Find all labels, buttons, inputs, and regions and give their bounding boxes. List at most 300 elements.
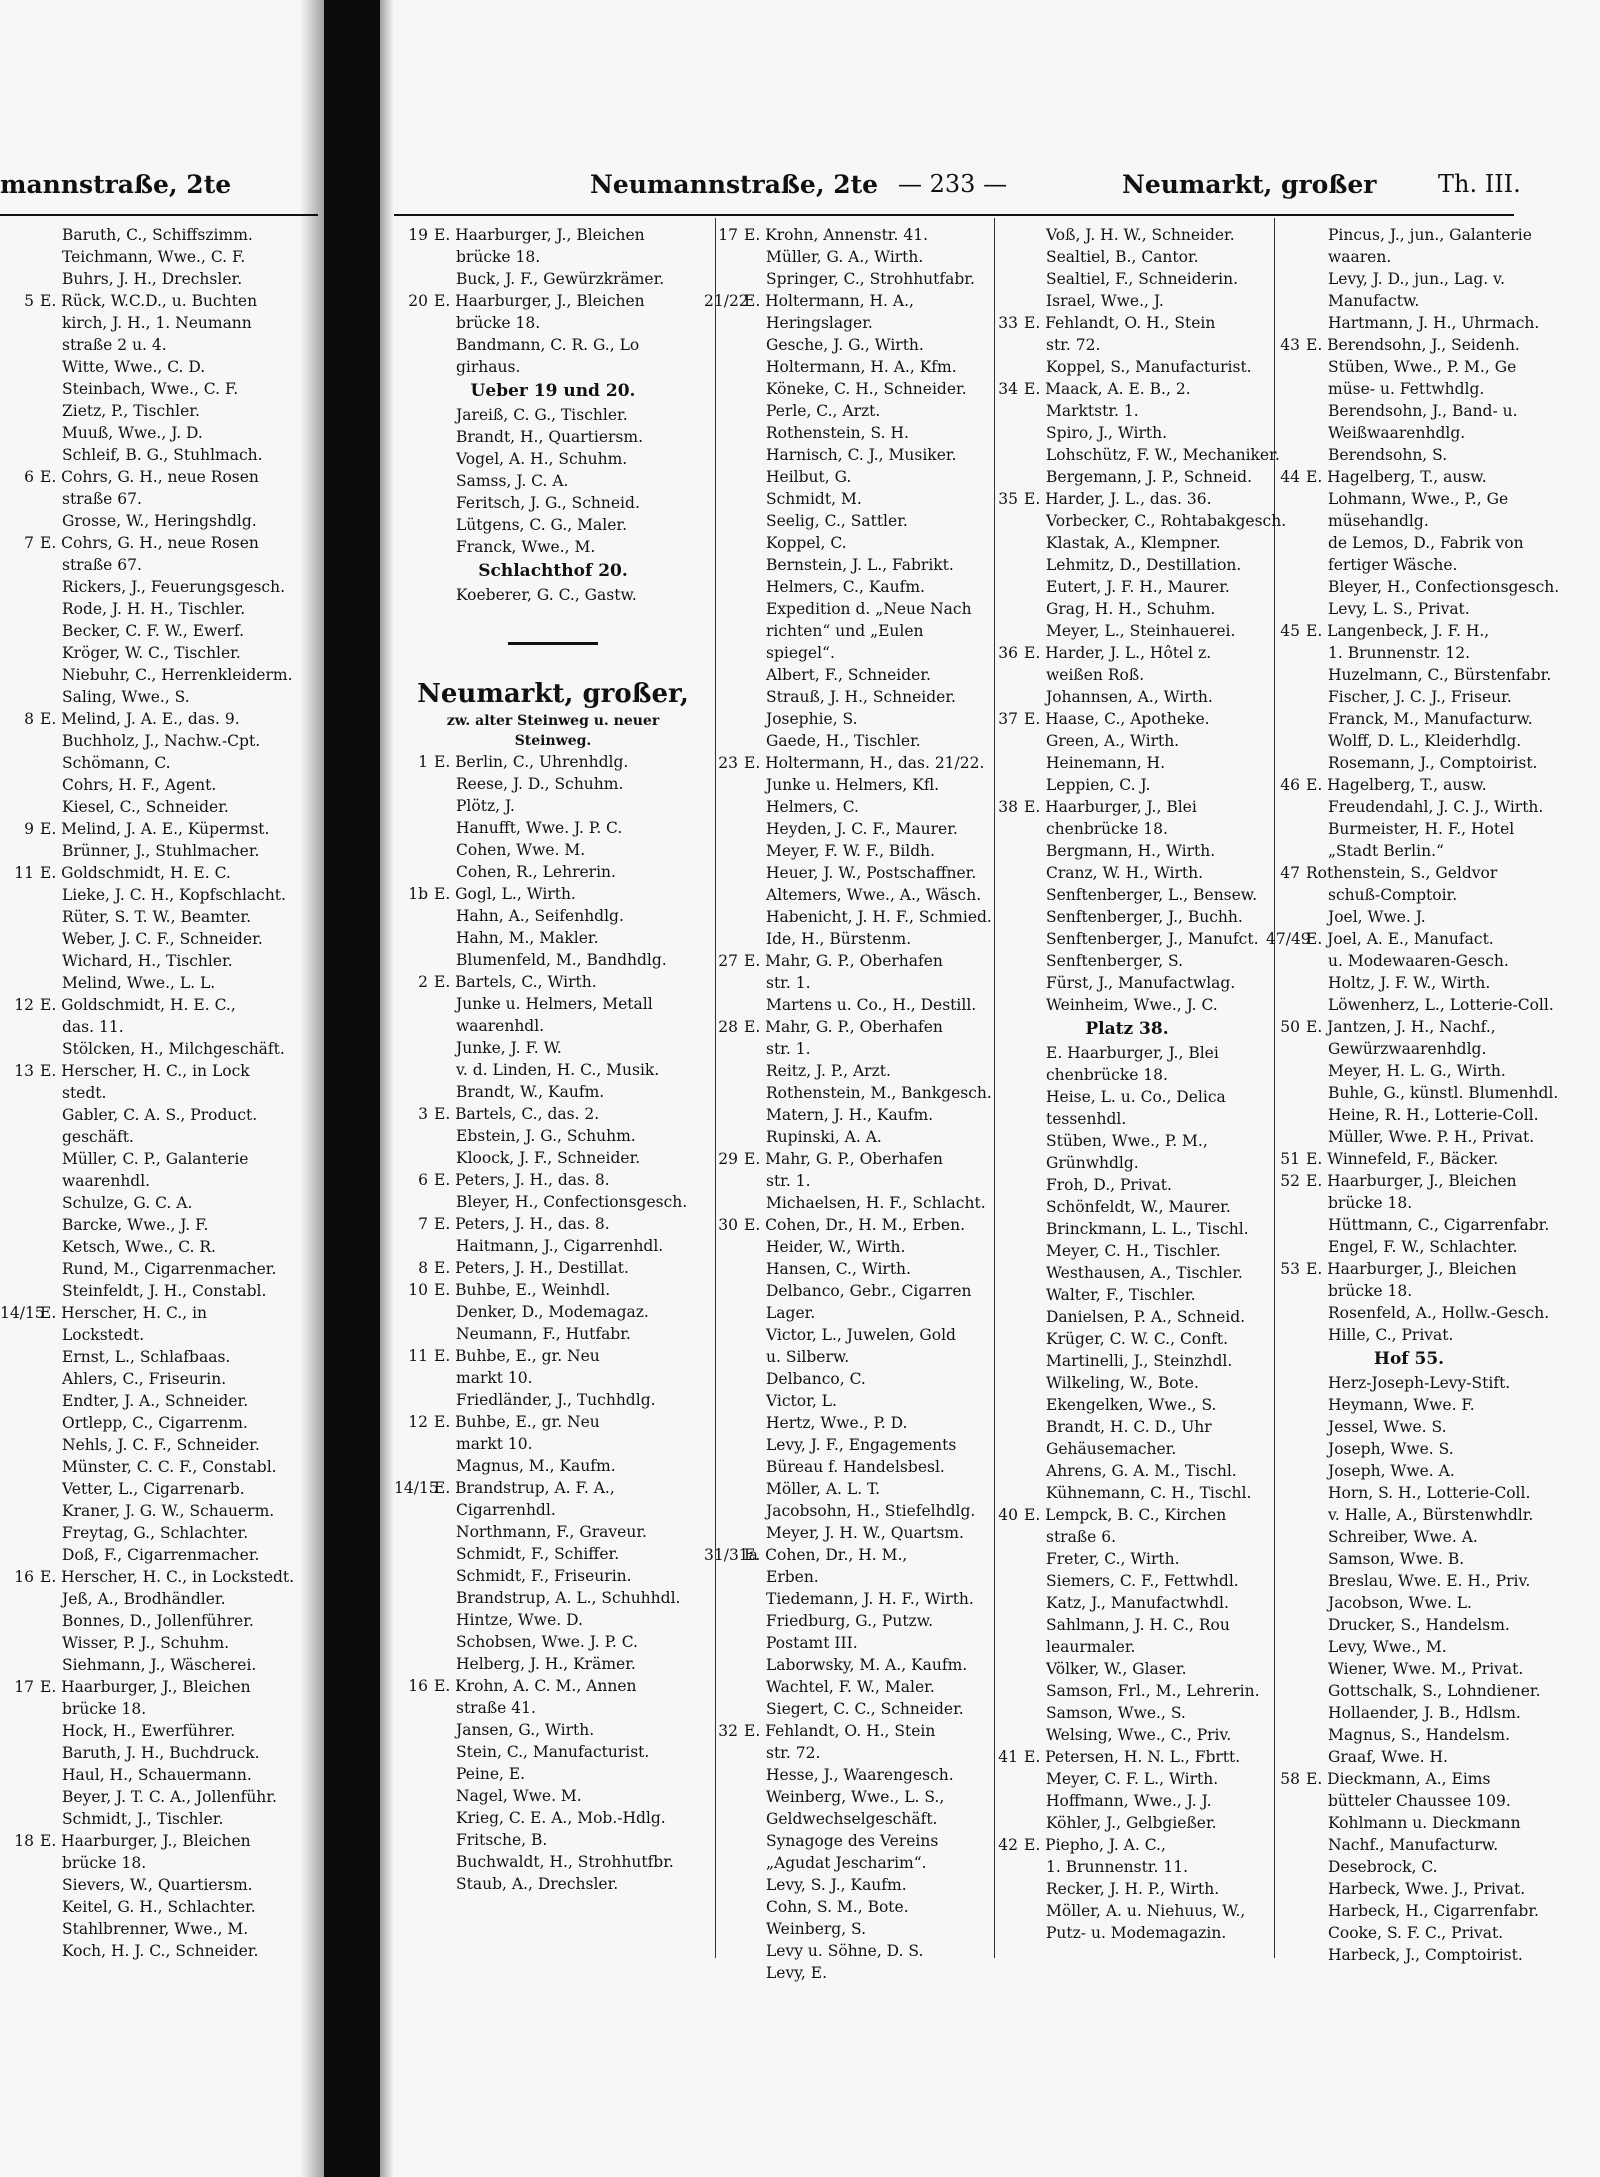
house-number: 19: [408, 226, 428, 244]
directory-entry: [394, 1257, 712, 1279]
directory-entry: [1266, 642, 1552, 664]
directory-entry: [1266, 796, 1552, 818]
house-number: 1b: [408, 885, 428, 903]
directory-entry: [1266, 1878, 1552, 1900]
entry-text: brücke 18.: [62, 1854, 147, 1872]
directory-entry: [1266, 818, 1552, 840]
entry-text: Sievers, W., Quartiersm.: [62, 1876, 253, 1894]
directory-entry: [0, 1412, 318, 1434]
directory-entry: [394, 1433, 712, 1455]
directory-entry: [704, 598, 990, 620]
entry-text: E. Berlin, C., Uhrenhdlg.: [434, 753, 629, 771]
entry-text: E. Cohen, Dr., H. M., Erben.: [744, 1216, 966, 1234]
directory-entry: [984, 1702, 1270, 1724]
house-number: 11: [14, 864, 34, 882]
entry-text: Recker, J. H. P., Wirth.: [1046, 1880, 1220, 1898]
entry-text: Northmann, F., Graveur.: [456, 1523, 647, 1541]
entry-text: Helberg, J. H., Krämer.: [456, 1655, 636, 1673]
directory-entry: [704, 488, 990, 510]
entry-text: Joseph, Wwe. S.: [1328, 1440, 1454, 1458]
directory-entry: [1266, 598, 1552, 620]
entry-text: Franck, M., Manufacturw.: [1328, 710, 1533, 728]
entry-text: Schönfeldt, W., Maurer.: [1046, 1198, 1231, 1216]
entry-text: Keitel, G. H., Schlachter.: [62, 1898, 256, 1916]
directory-entry: [704, 1500, 990, 1522]
directory-entry: [394, 1367, 712, 1389]
directory-entry: [704, 1588, 990, 1610]
entry-text: Brandstrup, A. L., Schuhhdl.: [456, 1589, 681, 1607]
entry-text: Bandmann, C. R. G., Lo: [456, 336, 640, 354]
entry-text: E. Berendsohn, J., Seidenh.: [1306, 336, 1520, 354]
entry-text: Levy, J. F., Engagements: [766, 1436, 957, 1454]
directory-entry: [984, 1900, 1270, 1922]
house-number: 12: [14, 996, 34, 1014]
entry-text: Meyer, H. L. G., Wirth.: [1328, 1062, 1506, 1080]
directory-entry: [1266, 906, 1552, 928]
directory-entry: [984, 510, 1287, 532]
entry-text: Denker, D., Modemagaz.: [456, 1303, 649, 1321]
entry-text: Green, A., Wirth.: [1046, 732, 1180, 750]
entry-text: Heinemann, H.: [1046, 754, 1166, 772]
directory-entry: [704, 1808, 990, 1830]
entry-text: Wisser, P. J., Schuhm.: [62, 1634, 230, 1652]
directory-entry: [984, 576, 1270, 598]
directory-entry: [394, 971, 712, 993]
directory-entry: [394, 1323, 712, 1345]
entry-text: Köhler, J., Gelbgießer.: [1046, 1814, 1217, 1832]
entry-text: Franck, Wwe., M.: [456, 538, 596, 556]
entry-text: Koeberer, G. C., Gastw.: [456, 586, 637, 604]
directory-entry: [394, 312, 712, 334]
entry-text: Walter, F., Tischler.: [1046, 1286, 1196, 1304]
directory-entry: [984, 1064, 1270, 1086]
entry-text: richten“ und „Eulen: [766, 622, 924, 640]
left-header-rule: [0, 214, 318, 216]
directory-entry: [704, 1368, 990, 1390]
entry-text: Hanufft, Wwe. J. P. C.: [456, 819, 623, 837]
entry-text: E. Cohrs, G. H., neue Rosen: [40, 534, 259, 552]
entry-text: E. Haarburger, J., Bleichen: [40, 1832, 251, 1850]
entry-text: Putz- u. Modemagazin.: [1046, 1924, 1227, 1942]
house-number: 38: [998, 798, 1018, 816]
entry-text: v. Halle, A., Bürstenwhdlr.: [1328, 1506, 1534, 1524]
entry-text: Brandt, H. C. D., Uhr: [1046, 1418, 1212, 1436]
entry-text: „Stadt Berlin.“: [1328, 842, 1444, 860]
house-number: 23: [718, 754, 738, 772]
entry-text: Nachf., Manufacturw.: [1328, 1836, 1499, 1854]
directory-entry: [1266, 1148, 1552, 1170]
directory-entry: [1266, 1170, 1552, 1192]
entry-text: Heymann, Wwe. F.: [1328, 1396, 1475, 1414]
house-number: 1: [418, 753, 428, 771]
entry-text: Stüben, Wwe., P. M.,: [1046, 1132, 1208, 1150]
directory-entry: [984, 532, 1270, 554]
entry-text: Desebrock, C.: [1328, 1858, 1438, 1876]
entry-text: Grünwhdlg.: [1046, 1154, 1139, 1172]
house-number: 3: [418, 1105, 428, 1123]
entry-text: Levy, L. S., Privat.: [1328, 600, 1470, 618]
entry-text: Horn, S. H., Lotterie-Coll.: [1328, 1484, 1531, 1502]
directory-entry: [394, 1345, 712, 1367]
directory-entry: [394, 492, 712, 514]
directory-entry: [1266, 1372, 1552, 1394]
directory-entry: [704, 884, 990, 906]
house-number: 28: [718, 1018, 738, 1036]
directory-entry: [1266, 1258, 1552, 1280]
directory-entry: [1266, 1504, 1552, 1526]
entry-text: Katz, J., Manufactwhdl.: [1046, 1594, 1229, 1612]
entry-text: str. 72.: [766, 1744, 821, 1762]
entry-text: straße 41.: [456, 1699, 536, 1717]
entry-text: Samson, Wwe. B.: [1328, 1550, 1465, 1568]
directory-entry: [984, 378, 1270, 400]
directory-entry: [1266, 1658, 1552, 1680]
entry-text: str. 1.: [766, 1040, 811, 1058]
directory-entry: [704, 1148, 990, 1170]
directory-entry: [704, 1214, 990, 1236]
directory-entry: [0, 1522, 318, 1544]
entry-text: Hahn, A., Seifenhdlg.: [456, 907, 624, 925]
directory-entry: [1266, 224, 1552, 246]
entry-text: waarenhdl.: [456, 1017, 545, 1035]
directory-entry: [704, 1258, 990, 1280]
directory-entry: [1266, 1214, 1552, 1236]
entry-text: Samss, J. C. A.: [456, 472, 569, 490]
directory-entry: [704, 1346, 990, 1368]
directory-entry: [394, 817, 712, 839]
directory-entry: [1266, 708, 1552, 730]
entry-text: Gesche, J. G., Wirth.: [766, 336, 924, 354]
house-number: 8: [418, 1259, 428, 1277]
entry-text: Möller, A. L. T.: [766, 1480, 881, 1498]
directory-entry: [984, 1284, 1270, 1306]
entry-text: Rosemann, J., Comptoirist.: [1328, 754, 1538, 772]
directory-entry: [984, 290, 1270, 312]
entry-text: Senftenberger, S.: [1046, 952, 1184, 970]
entry-text: brücke 18.: [456, 314, 541, 332]
entry-text: Meyer, F. W. F., Bildh.: [766, 842, 936, 860]
directory-entry: [704, 1456, 990, 1478]
directory-entry: [984, 950, 1270, 972]
directory-entry: [1266, 1636, 1552, 1658]
entry-text: brücke 18.: [1328, 1282, 1413, 1300]
entry-text: Krüger, C. W. C., Conft.: [1046, 1330, 1229, 1348]
entry-text: Cohen, R., Lehrerin.: [456, 863, 616, 881]
entry-text: straße 6.: [1046, 1528, 1117, 1546]
entry-text: Ebstein, J. G., Schuhm.: [456, 1127, 636, 1145]
directory-entry: [0, 1830, 318, 1852]
entry-text: Lohmann, Wwe., P., Ge: [1328, 490, 1509, 508]
entry-text: Büreau f. Handelsbesl.: [766, 1458, 945, 1476]
entry-text: E. Peters, J. H., das. 8.: [434, 1171, 610, 1189]
entry-text: u. Modewaaren-Gesch.: [1328, 952, 1509, 970]
directory-entry: [984, 730, 1270, 752]
entry-text: Brandt, W., Kaufm.: [456, 1083, 605, 1101]
directory-entry: [394, 1521, 712, 1543]
entry-text: Huzelmann, C., Bürstenfabr.: [1328, 666, 1552, 684]
directory-entry: [0, 312, 318, 334]
directory-entry: [0, 466, 318, 488]
directory-entry: [0, 1676, 318, 1698]
directory-entry: [704, 1566, 990, 1588]
entry-text: Wichard, H., Tischler.: [62, 952, 233, 970]
directory-entry: [394, 1873, 712, 1895]
entry-text: Friedburg, G., Putzw.: [766, 1612, 934, 1630]
entry-text: Niebuhr, C., Herrenkleiderm.: [62, 666, 293, 684]
directory-entry: [0, 884, 318, 906]
directory-entry: [984, 1460, 1270, 1482]
directory-entry: [984, 1658, 1270, 1680]
entry-text: Teichmann, Wwe., C. F.: [62, 248, 246, 266]
directory-entry: [0, 1808, 318, 1830]
entry-text: Beyer, J. T. C. A., Jollenführ.: [62, 1788, 277, 1806]
house-number: 14/15: [394, 1479, 439, 1497]
house-number: 31/31a: [704, 1546, 758, 1564]
directory-entry: [394, 1631, 712, 1653]
entry-text: Hansen, C., Wirth.: [766, 1260, 911, 1278]
directory-entry: [984, 356, 1270, 378]
entry-text: Kröger, W. C., Tischler.: [62, 644, 241, 662]
directory-entry: [704, 774, 990, 796]
entry-text: Sahlmann, J. H. C., Rou: [1046, 1616, 1230, 1634]
entry-text: straße 2 u. 4.: [62, 336, 167, 354]
entry-text: weißen Roß.: [1046, 666, 1145, 684]
entry-text: Ketsch, Wwe., C. R.: [62, 1238, 216, 1256]
house-number: 12: [408, 1413, 428, 1431]
directory-entry: [0, 664, 318, 686]
directory-entry: [0, 1940, 318, 1962]
entry-text: Zietz, P., Tischler.: [62, 402, 200, 420]
entry-text: E. Gogl, L., Wirth.: [434, 885, 576, 903]
directory-entry: [704, 356, 990, 378]
directory-entry: [1266, 312, 1552, 334]
entry-text: Pincus, J., jun., Galanterie: [1328, 226, 1532, 244]
directory-entry: [0, 378, 318, 400]
directory-entry: [394, 1653, 712, 1675]
directory-entry: [984, 840, 1270, 862]
entry-text: Gewürzwaarenhdlg.: [1328, 1040, 1487, 1058]
directory-entry: [0, 972, 318, 994]
directory-entry: [394, 993, 712, 1015]
section-heading: Ueber 19 und 20.: [470, 381, 636, 401]
house-number: 16: [408, 1677, 428, 1695]
entry-text: Eutert, J. F. H., Maurer.: [1046, 578, 1230, 596]
entry-text: Expedition d. „Neue Nach: [766, 600, 972, 618]
entry-text: Cohrs, H. F., Agent.: [62, 776, 217, 794]
entry-text: stedt.: [62, 1084, 107, 1102]
house-number: 33: [998, 314, 1018, 332]
running-head-right: Neumarkt, großer: [1122, 170, 1377, 199]
entry-text: Siemers, C. F., Fettwhdl.: [1046, 1572, 1239, 1590]
directory-entry: [984, 224, 1270, 246]
entry-text: 1. Brunnenstr. 11.: [1046, 1858, 1189, 1876]
entry-text: Froh, D., Privat.: [1046, 1176, 1172, 1194]
directory-entry: [0, 510, 318, 532]
directory-entry: [394, 1477, 712, 1499]
directory-entry: [394, 1411, 712, 1433]
entry-text: Baruth, C., Schiffszimm.: [62, 226, 253, 244]
directory-entry: [1266, 576, 1560, 598]
entry-text: Hock, H., Ewerführer.: [62, 1722, 236, 1740]
directory-entry: [1266, 972, 1552, 994]
entry-text: Rothenstein, S., Geldvor: [1306, 864, 1498, 882]
entry-text: Holtz, J. F. W., Wirth.: [1328, 974, 1491, 992]
house-number: 7: [24, 534, 34, 552]
directory-entry: [984, 1526, 1270, 1548]
entry-text: E. Piepho, J. A. C.,: [1024, 1836, 1166, 1854]
entry-text: Müller, G. A., Wirth.: [766, 248, 924, 266]
house-number: 51: [1280, 1150, 1300, 1168]
directory-entry: [984, 554, 1270, 576]
entry-text: Weinberg, S.: [766, 1920, 867, 1938]
directory-entry: [984, 1548, 1270, 1570]
directory-entry: [704, 1896, 990, 1918]
entry-text: Plötz, J.: [456, 797, 515, 815]
entry-text: Wilkeling, W., Bote.: [1046, 1374, 1199, 1392]
entry-text: Israel, Wwe., J.: [1046, 292, 1164, 310]
directory-entry: [704, 906, 990, 928]
directory-entry: [984, 1350, 1270, 1372]
entry-text: Meyer, C. F. L., Wirth.: [1046, 1770, 1219, 1788]
directory-entry: [704, 928, 990, 950]
directory-entry: [984, 1856, 1270, 1878]
directory-entry: [984, 1174, 1270, 1196]
house-number: 42: [998, 1836, 1018, 1854]
entry-text: E. Holtermann, H. A.,: [744, 292, 914, 310]
directory-entry: [984, 1416, 1270, 1438]
entry-text: waaren.: [1328, 248, 1392, 266]
directory-entry: [394, 1455, 712, 1477]
entry-text: Wiener, Wwe. M., Privat.: [1328, 1660, 1524, 1678]
directory-entry: [704, 378, 990, 400]
entry-text: Löwenherz, L., Lotterie-Coll.: [1328, 996, 1554, 1014]
house-number: 53: [1280, 1260, 1300, 1278]
directory-entry: [0, 1258, 318, 1280]
entry-text: Ekengelken, Wwe., S.: [1046, 1396, 1217, 1414]
directory-entry: [0, 1698, 318, 1720]
directory-entry: [1266, 1702, 1552, 1724]
entry-text: Meyer, C. H., Tischler.: [1046, 1242, 1221, 1260]
entry-text: E. Buhbe, E., gr. Neu: [434, 1413, 600, 1431]
directory-entry: [0, 356, 318, 378]
directory-entry: [1266, 1592, 1552, 1614]
directory-entry: [0, 1104, 318, 1126]
entry-text: E. Hagelberg, T., ausw.: [1306, 776, 1487, 794]
entry-text: E. Buhbe, E., gr. Neu: [434, 1347, 600, 1365]
entry-text: Michaelsen, H. F., Schlacht.: [766, 1194, 986, 1212]
directory-entry: [394, 1213, 712, 1235]
directory-entry: [394, 949, 712, 971]
directory-entry: [394, 1147, 712, 1169]
entry-text: Völker, W., Glaser.: [1046, 1660, 1187, 1678]
directory-entry: [0, 444, 318, 466]
directory-entry: [394, 514, 712, 536]
directory-entry: [984, 1262, 1270, 1284]
directory-entry: [984, 1504, 1270, 1526]
entry-text: Koch, H. J. C., Schneider.: [62, 1942, 259, 1960]
entry-text: Freudendahl, J. C. J., Wirth.: [1328, 798, 1544, 816]
directory-entry: [1266, 1856, 1552, 1878]
directory-entry: [0, 1654, 318, 1676]
entry-text: Delbanco, Gebr., Cigarren: [766, 1282, 972, 1300]
entry-text: Cigarrenhdl.: [456, 1501, 556, 1519]
entry-text: Barcke, Wwe., J. F.: [62, 1216, 209, 1234]
directory-entry: [984, 1306, 1270, 1328]
entry-text: Muuß, Wwe., J. D.: [62, 424, 203, 442]
directory-entry: [704, 1830, 990, 1852]
directory-entry: [984, 1724, 1270, 1746]
directory-entry: [1266, 1192, 1552, 1214]
directory-entry: [704, 1698, 990, 1720]
entry-text: waarenhdl.: [62, 1172, 151, 1190]
section-heading: Platz 38.: [1085, 1019, 1169, 1039]
directory-entry: [984, 774, 1270, 796]
entry-text: Hesse, J., Waarengesch.: [766, 1766, 954, 1784]
entry-text: Cooke, S. F. C., Privat.: [1328, 1924, 1504, 1942]
directory-entry: [1266, 1104, 1552, 1126]
directory-entry: [1266, 1082, 1559, 1104]
directory-entry: [394, 584, 712, 606]
street-subheading: Steinweg.: [514, 733, 592, 749]
entry-text: Junke, J. F. W.: [456, 1039, 562, 1057]
entry-text: str. 72.: [1046, 336, 1101, 354]
entry-text: Berendsohn, J., Band- u.: [1328, 402, 1518, 420]
entry-text: Stahlbrenner, Wwe., M.: [62, 1920, 249, 1938]
directory-entry: [704, 1082, 990, 1104]
directory-entry: [704, 730, 990, 752]
entry-text: Heilbut, G.: [766, 468, 852, 486]
entry-text: Peine, E.: [456, 1765, 526, 1783]
entry-text: E. Peters, J. H., das. 8.: [434, 1215, 610, 1233]
directory-entry: [984, 708, 1270, 730]
entry-text: de Lemos, D., Fabrik von: [1328, 534, 1524, 552]
directory-entry: [704, 1610, 990, 1632]
entry-text: Buchholz, J., Nachw.-Cpt.: [62, 732, 261, 750]
directory-entry: [1266, 532, 1552, 554]
directory-entry: [0, 1764, 318, 1786]
entry-text: Schreiber, Wwe. A.: [1328, 1528, 1478, 1546]
directory-entry: [394, 1609, 712, 1631]
directory-entry: [704, 818, 990, 840]
directory-entry: [984, 1746, 1270, 1768]
house-number: 10: [408, 1281, 428, 1299]
entry-text: „Agudat Jescharim“.: [766, 1854, 927, 1872]
entry-text: markt 10.: [456, 1435, 533, 1453]
directory-entry: [704, 246, 990, 268]
entry-text: Seelig, C., Sattler.: [766, 512, 908, 530]
entry-text: Klastak, A., Klempner.: [1046, 534, 1221, 552]
directory-entry: [0, 1742, 318, 1764]
column-4: [1266, 224, 1560, 1964]
entry-text: v. d. Linden, H. C., Musik.: [456, 1061, 660, 1079]
entry-text: Cohn, S. M., Bote.: [766, 1898, 909, 1916]
entry-text: E. Jantzen, J. H., Nachf.,: [1306, 1018, 1496, 1036]
entry-text: Rupinski, A. A.: [766, 1128, 882, 1146]
entry-text: Sealtiel, F., Schneiderin.: [1046, 270, 1239, 288]
directory-entry: [1266, 290, 1552, 312]
directory-entry: [984, 796, 1270, 818]
entry-text: Koppel, S., Manufacturist.: [1046, 358, 1252, 376]
directory-entry: [984, 598, 1270, 620]
entry-text: Schobsen, Wwe. J. P. C.: [456, 1633, 638, 1651]
entry-text: Saling, Wwe., S.: [62, 688, 190, 706]
entry-text: Fischer, J. C. J., Friseur.: [1328, 688, 1512, 706]
directory-entry: [1266, 1394, 1552, 1416]
directory-entry: [0, 532, 318, 554]
directory-entry: [394, 404, 712, 426]
directory-entry: [704, 510, 990, 532]
directory-entry: [394, 1697, 712, 1719]
